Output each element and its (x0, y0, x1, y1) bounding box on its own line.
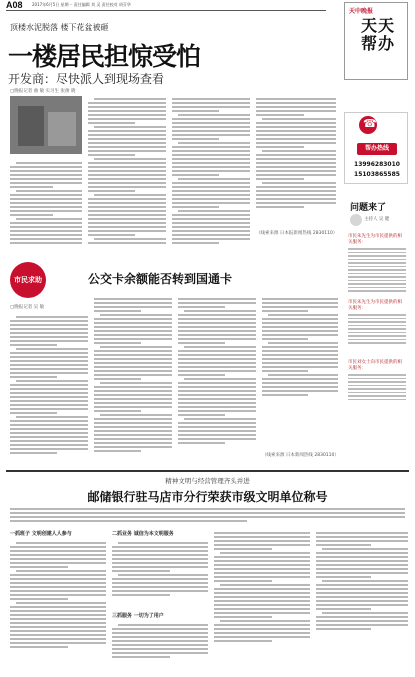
story2-column-1 (10, 314, 88, 464)
report-headline: 邮储银行驻马店市分行荣获市级文明单位称号 (87, 490, 328, 504)
story2-column-4 (262, 296, 338, 416)
qa-item-3 (348, 360, 406, 402)
qa-item-1 (348, 234, 406, 294)
story-source: （线索来源 日本报新闻热线 2830110） (256, 231, 338, 236)
issue-info: 2017年6月5日 星期一 责任编辑 刘 灵 责任校对 胡芬华 (32, 2, 131, 7)
qa-sidebar (344, 200, 408, 450)
column-title: 天天帮办 (360, 16, 395, 53)
host-avatar (350, 214, 362, 226)
header-divider (6, 10, 326, 11)
story-headline: 一楼居民担惊受怕 (8, 42, 201, 71)
hotline-tag: 帮办热线 (357, 143, 397, 155)
story-column-4 (256, 96, 336, 216)
report-lead (10, 506, 405, 524)
report-subhead-1: 一抓班子 文明创建人人参与 (10, 531, 72, 537)
help-request-badge: 市民求助 (10, 262, 46, 298)
story2-source: （线索来源 日本新闻热线 2830110） (262, 453, 339, 458)
story-column-2 (88, 96, 166, 246)
story2-column-3 (178, 296, 256, 464)
sidebar-host: 主持人 吴 健 (364, 217, 390, 222)
story-byline: □晚报记者 曲 敏 实习生 张俊 晓 (10, 89, 76, 94)
qa-question: 市民朱先生为市民提供的相关服务： (348, 300, 402, 311)
phone-icon (359, 116, 377, 134)
report-kicker: 精神文明与经营管理齐头并进 (165, 477, 250, 485)
section-divider (6, 470, 409, 472)
story-column-1 (10, 160, 82, 245)
hotline-box (344, 112, 408, 184)
report-subhead-3: 三抓服务 一切为了用户 (112, 613, 164, 619)
newspaper-logo: 天中晚报 (349, 8, 374, 15)
report-subhead-2: 二抓业务 诚信为本文明服务 (112, 531, 174, 537)
page-number: A08 (6, 0, 23, 10)
report-column-2b (112, 622, 208, 672)
report-column-3 (214, 530, 310, 672)
report-column-1 (10, 540, 106, 672)
qa-item-2 (348, 300, 406, 346)
report-column-2 (112, 540, 208, 610)
story-kicker: 顶楼水泥脱落 楼下花盆被砸 (10, 23, 109, 32)
hotline-number-1: 13996283010 (354, 161, 400, 168)
story-subhead: 开发商：尽快派人到现场查看 (8, 72, 165, 86)
sidebar-title: 问题来了 (350, 203, 387, 213)
qa-question: 市民刘女士向市民提供的相关服务： (348, 360, 402, 371)
column-brand-box (344, 2, 408, 80)
photo-shape-left (18, 106, 44, 146)
story-column-3 (172, 96, 250, 246)
story2-byline: □晚报记者 吴 敏 (10, 305, 45, 310)
qa-question: 市民朱先生为市民提供的相关服务： (348, 234, 402, 245)
story2-column-2 (94, 296, 172, 464)
hotline-number-2: 15103865585 (354, 171, 400, 178)
story2-headline: 公交卡余额能否转到国通卡 (88, 272, 233, 286)
photo-shape-right (48, 112, 76, 146)
story-photo (10, 96, 82, 154)
report-column-4 (316, 530, 408, 672)
